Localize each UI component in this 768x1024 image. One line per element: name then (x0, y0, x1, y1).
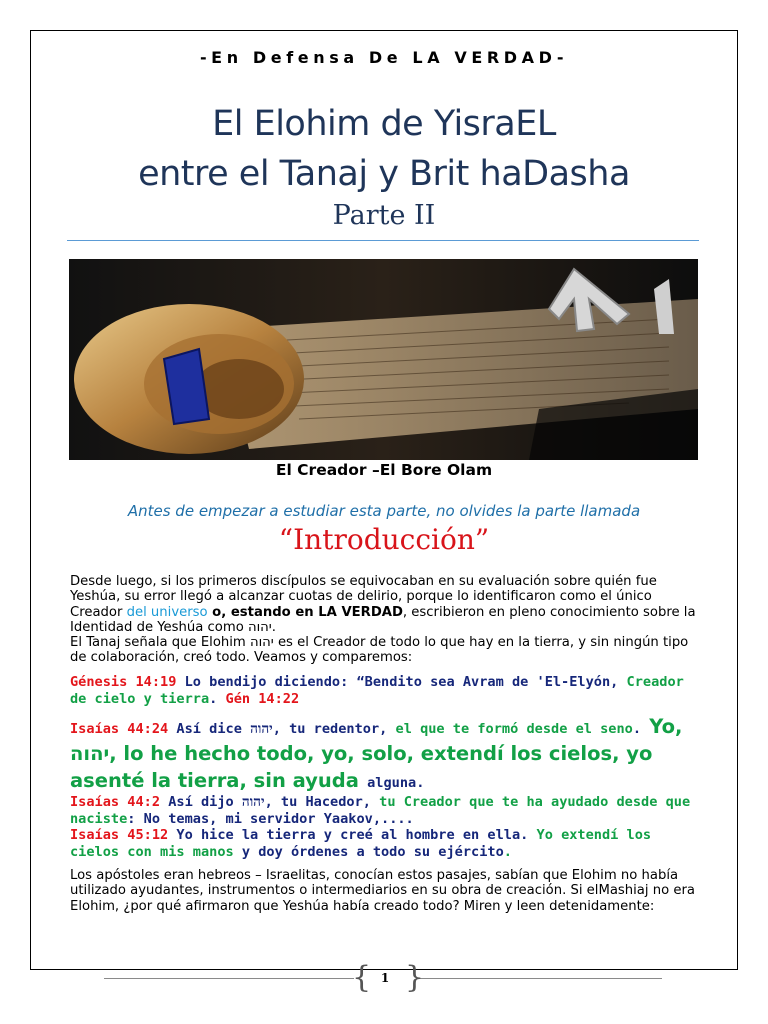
paragraph-1b: El Tanaj señala que Elohim יהוה es el Creador de todo lo que hay en la tierra, y sin ningún tipo de colaboración, creó todo. Veamos y comparemos: (70, 635, 689, 666)
introduccion-link[interactable]: “Introducción” (278, 523, 490, 556)
right-brace-icon: } (405, 960, 425, 995)
footer-rule-left (104, 978, 354, 979)
paragraph-2: Los apóstoles eran hebreos – Israelitas, conocían estos pasajes, sabían que Elohim no había utilizado ayudantes, instrumentos o intermediarios en su obra de creación. Si elMashiaj no era Elohim, ¿por qué afirmaron que Yeshúa había creado todo? Miren y leen detenidamente: (70, 868, 695, 914)
left-brace-icon: { (352, 960, 372, 995)
universo-link[interactable]: del universo (126, 604, 208, 620)
page-header: -En Defensa De LA VERDAD- (199, 48, 569, 67)
verse-isaias-44-24: Isaías 44:24 Así dice יהוה, tu redentor, el que te formó desde el seno. Yo, יהוה, lo he hecho todo, yo, solo, extendí los cielos, yo asenté la tierra, sin ayuda alguna. (70, 715, 683, 793)
footer-rule-right (416, 978, 662, 979)
verse-isaias-45-12: Isaías 45:12 Yo hice la tierra y creé al hombre en ella. Yo extendí los cielos con mis manos y doy órdenes a todo su ejército. (70, 827, 652, 860)
page-number: 1 (380, 971, 390, 985)
verse-list (70, 674, 705, 861)
reminder-text: Antes de empezar a estudiar esta parte, no olvides la parte llamada (127, 502, 641, 520)
torah-scroll-image (69, 259, 698, 460)
verse-isaias-44-2: Isaías 44:2 Así dijo יהוה, tu Hacedor, tu Creador que te ha ayudado desde que naciste: No temas, mi servidor Yaakov,.... (70, 794, 691, 827)
verse-genesis-14-19: Génesis 14:19 Lo bendijo diciendo: “Bendito sea Avram de 'El-Elyón, Creador de cielo y tierra. Gén 14:22 (70, 674, 684, 707)
paragraph-1: Desde luego, si los primeros discípulos se equivocaban en su evaluación sobre quién fue Yeshúa, su error llegó a alcanzar cuotas de delirio, porque lo identificaron como el único Creador del universo o, estando en LA VERDAD, escribieron en pleno conocimiento sobre la Identidad de Yeshúa como יהוה. El Tanaj señala que Elohim יהוה es el Creador de todo lo que hay en la tierra, y sin ningún tipo de colaboración, creó todo. Veamos y comparemos: (70, 574, 696, 666)
image-caption: El Creador –El Bore Olam (275, 461, 493, 479)
title-rule (67, 240, 699, 241)
title-line-2: entre el Tanaj y Brit haDasha (138, 154, 630, 194)
subtitle-part: Parte II (332, 200, 436, 231)
title-line-1: El Elohim de YisraEL (212, 104, 556, 144)
